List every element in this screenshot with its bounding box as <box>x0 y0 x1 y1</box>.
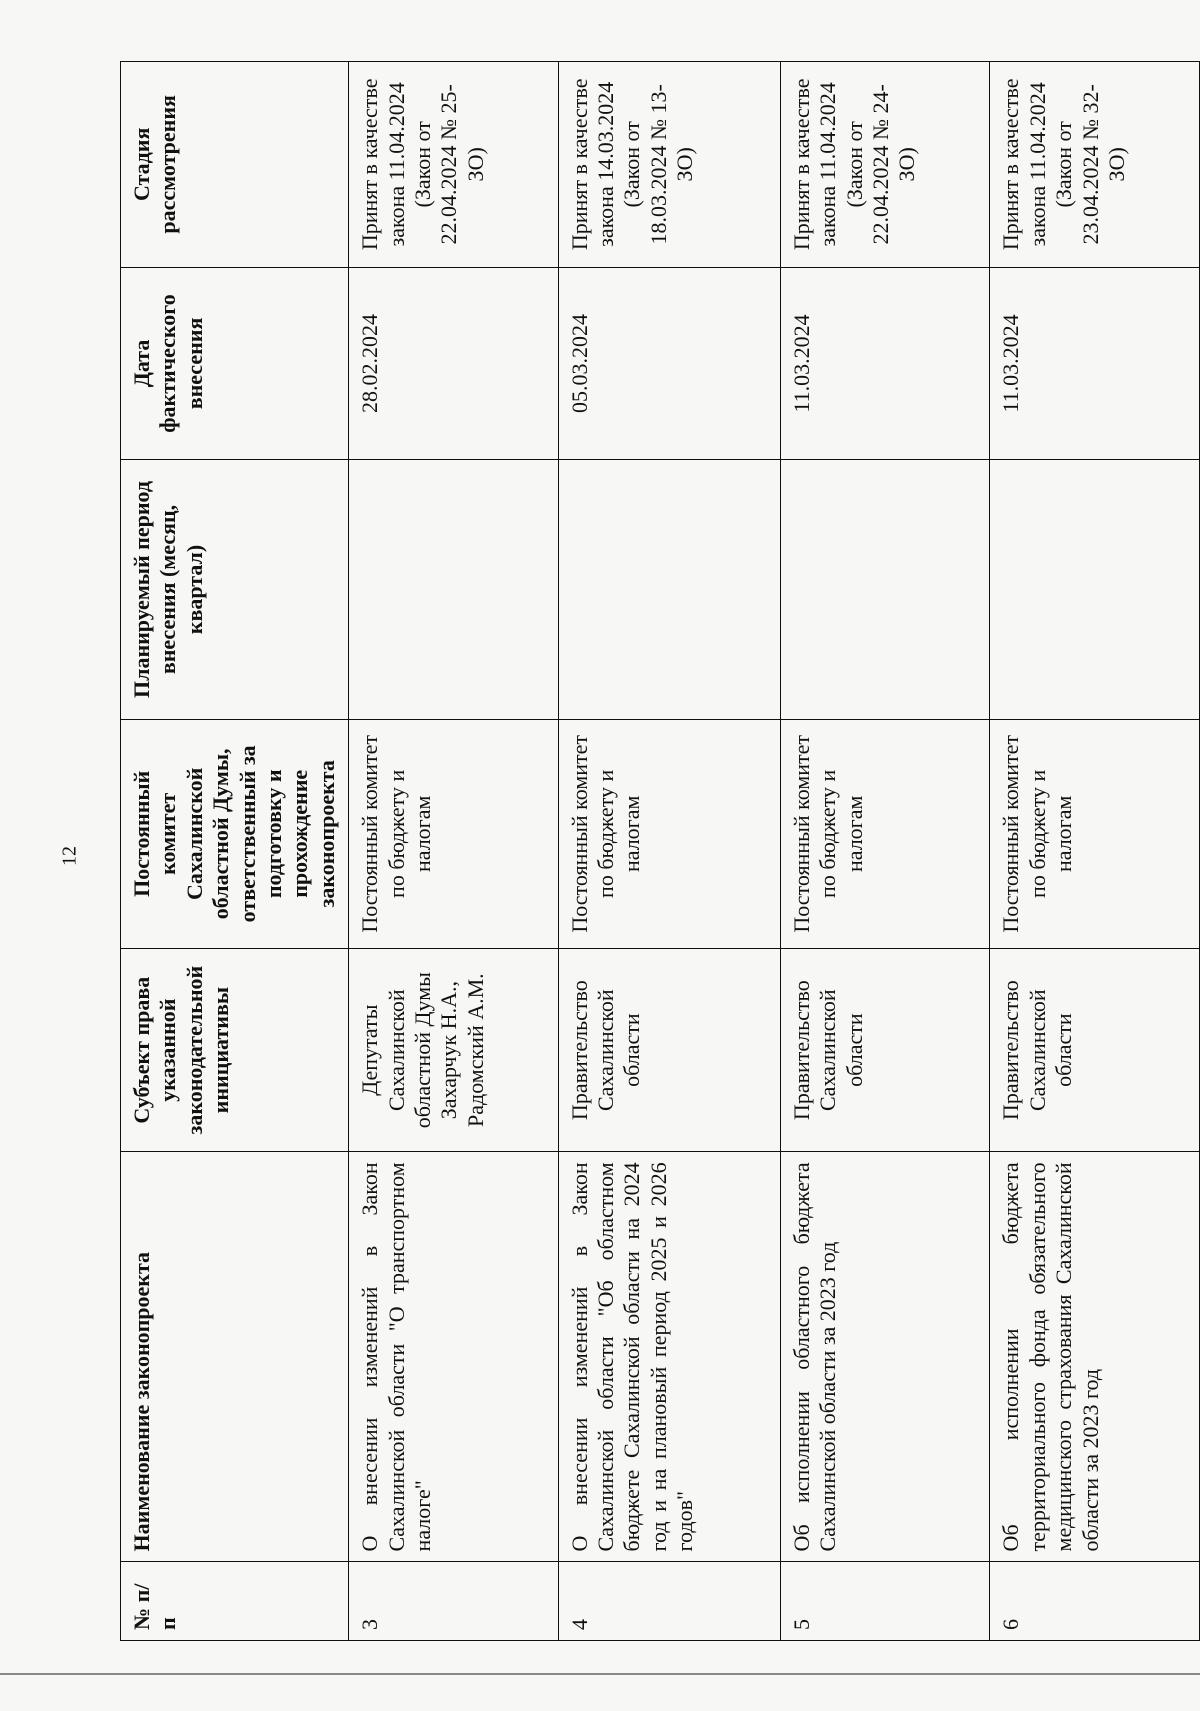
cell-planned <box>990 460 1200 719</box>
cell-subject: Правительство Сахалинской области <box>990 948 1200 1151</box>
cell-committee: Постоянный комитет по бюджету и налогам <box>349 719 559 948</box>
header-planned: Планируемый период внесения (месяц, квартал) <box>121 460 349 719</box>
table-row <box>780 62 990 1641</box>
header-subject: Субъект права указанной законодательной инициативы <box>121 948 349 1151</box>
cell-stage: Принят в качестве закона 11.04.2024 (Закон от 22.04.2024 № 25-ЗО) <box>349 62 559 268</box>
header-name: Наименование законопроекта <box>121 1152 349 1562</box>
header-stage: Стадия рассмотрения <box>121 62 349 268</box>
header-date: Дата фактического внесения <box>121 267 349 460</box>
table-row <box>558 62 780 1641</box>
cell-subject: Правительство Сахалинской области <box>558 948 780 1151</box>
header-num: № п/п <box>121 1562 349 1641</box>
table-header-row <box>121 62 349 1641</box>
cell-num: 4 <box>558 1562 780 1641</box>
cell-subject: Депутаты Сахалинской областной Думы Захарчук Н.А., Радомский А.М. <box>349 948 559 1151</box>
cell-date: 11.03.2024 <box>780 267 990 460</box>
cell-committee: Постоянный комитет по бюджету и налогам <box>990 719 1200 948</box>
cell-name: О внесении изменений в Закон Сахалинской области "Об областном бюджете Сахалинской области на 2024 год и на плановый период 2025 и 2026 годов" <box>558 1152 780 1562</box>
cell-name: Об исполнении областного бюджета Сахалинской области за 2023 год <box>780 1152 990 1562</box>
cell-date: 11.03.2024 <box>990 267 1200 460</box>
cell-planned <box>558 460 780 719</box>
cell-date: 28.02.2024 <box>349 267 559 460</box>
cell-stage: Принят в качестве закона 11.04.2024 (Закон от 23.04.2024 № 32-ЗО) <box>990 62 1200 268</box>
bills-table <box>120 61 1200 1641</box>
scan-bottom-edge <box>0 1673 1200 1675</box>
header-committee: Постоянный комитет Сахалинской областной Думы, ответственный за подготовку и прохождение законопроекта <box>121 719 349 948</box>
rotated-table-wrapper <box>120 61 1200 1641</box>
cell-planned <box>349 460 559 719</box>
cell-num: 5 <box>780 1562 990 1641</box>
cell-date: 05.03.2024 <box>558 267 780 460</box>
cell-planned <box>780 460 990 719</box>
cell-name: О внесении изменений в Закон Сахалинской области "О транспортном налоге" <box>349 1152 559 1562</box>
table-row <box>990 62 1200 1641</box>
cell-stage: Принят в качестве закона 11.04.2024 (Закон от 22.04.2024 № 24-ЗО) <box>780 62 990 268</box>
cell-subject: Правительство Сахалинской области <box>780 948 990 1151</box>
cell-num: 3 <box>349 1562 559 1641</box>
cell-num: 6 <box>990 1562 1200 1641</box>
cell-stage: Принят в качестве закона 14.03.2024 (Закон от 18.03.2024 № 13-ЗО) <box>558 62 780 268</box>
cell-committee: Постоянный комитет по бюджету и налогам <box>558 719 780 948</box>
cell-name: Об исполнении бюджета территориального фонда обязательного медицинского страхования Сахалинской области за 2023 год <box>990 1152 1200 1562</box>
page-number: 12 <box>58 846 81 866</box>
table-row <box>349 62 559 1641</box>
cell-committee: Постоянный комитет по бюджету и налогам <box>780 719 990 948</box>
